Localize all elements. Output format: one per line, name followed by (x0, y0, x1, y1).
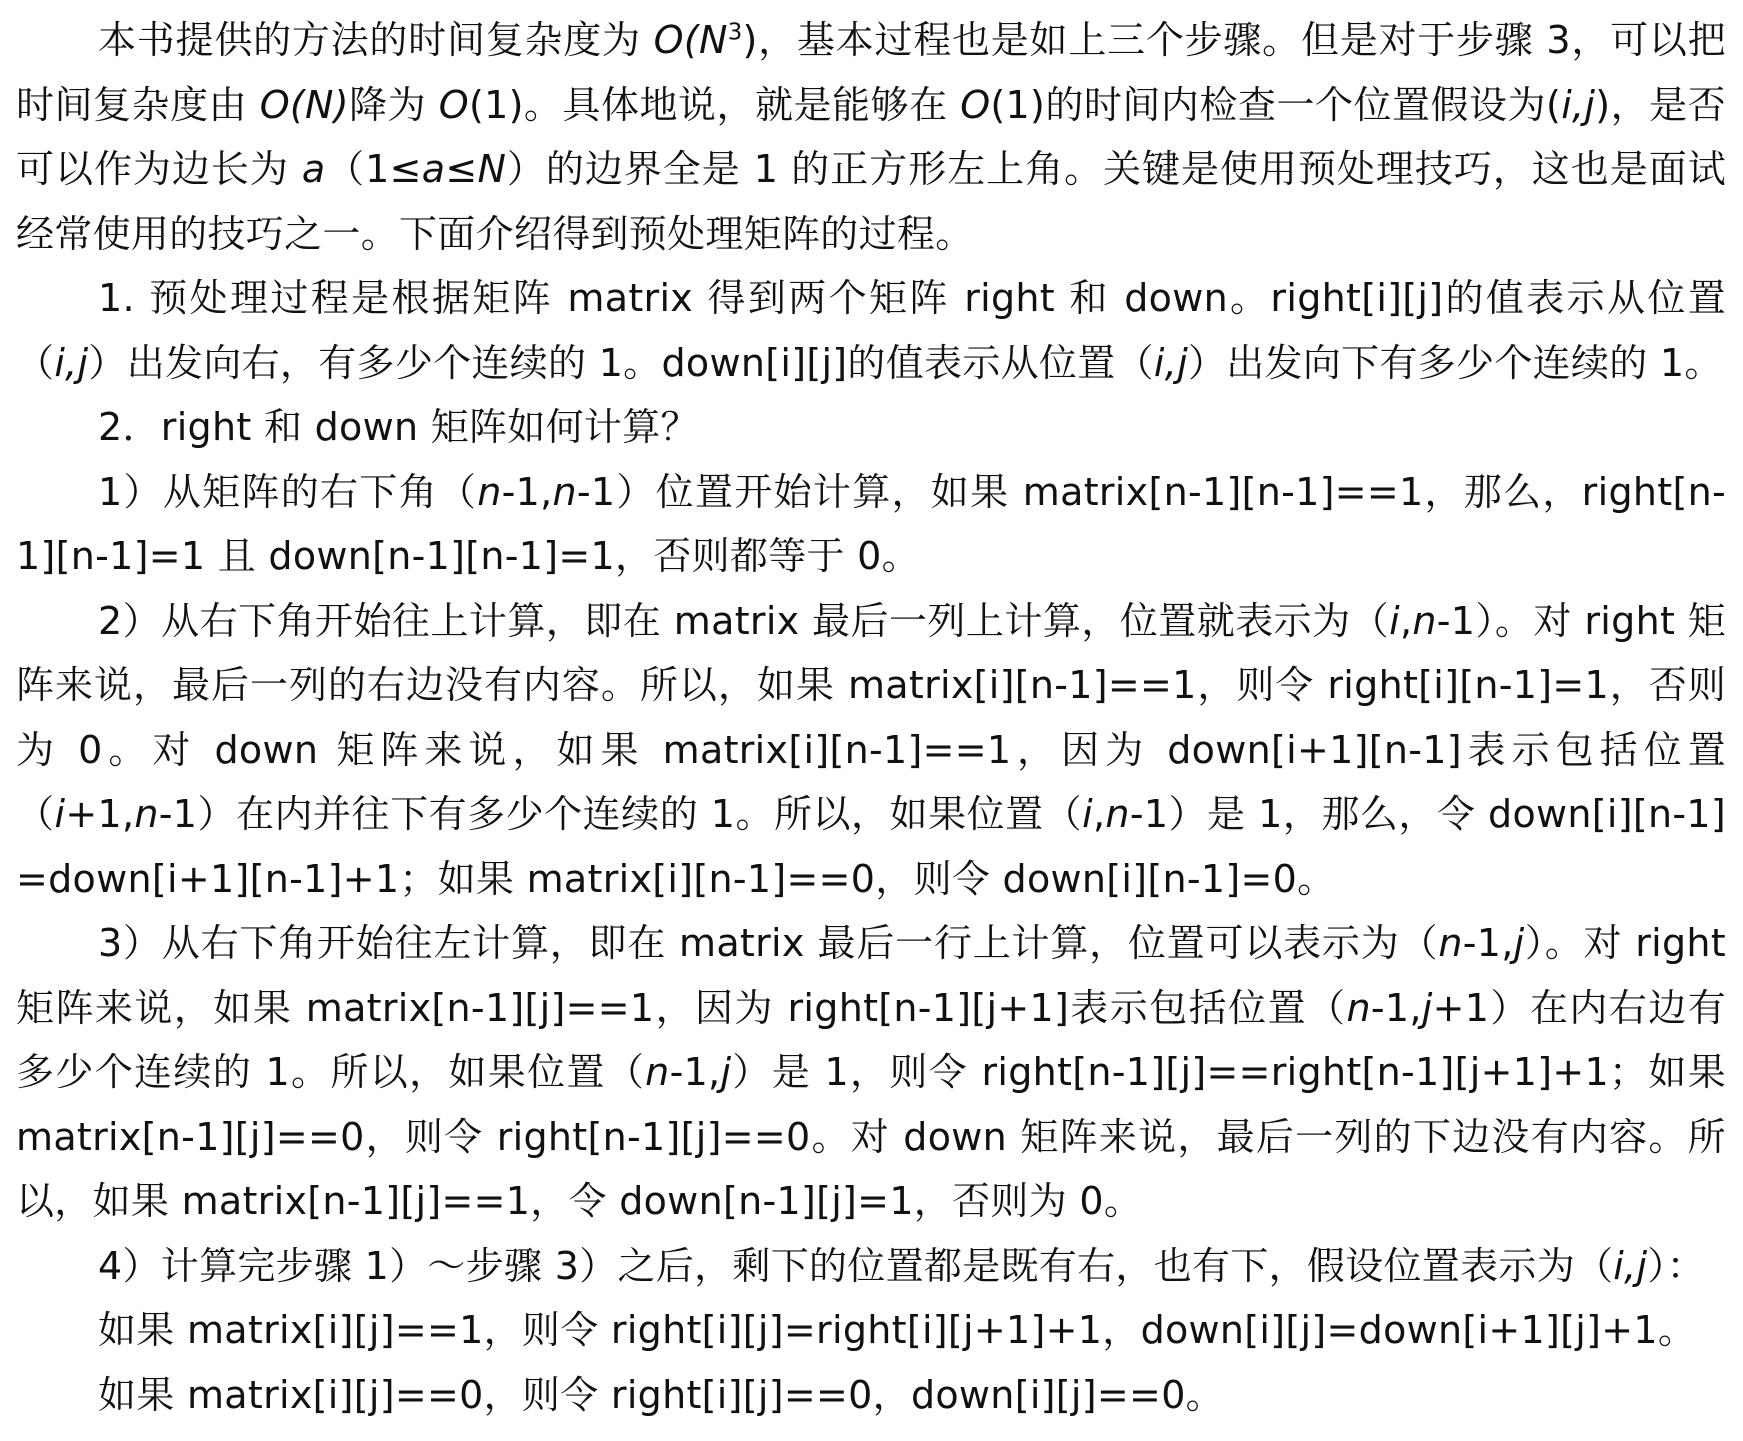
math-symbol: n (552, 469, 577, 514)
math-symbol: i (1389, 598, 1400, 643)
paragraph-substep-1 (16, 460, 1726, 589)
text: ）。对 right 矩阵来说，如果 matrix[n-1][j]==1，因为 right[n-1][j+1]表示包括位置（ (16, 921, 1726, 1030)
math-symbol: n (1346, 985, 1371, 1030)
text: 如果 matrix[i][j]==1，则令 right[i][j]=right[i][j+1]+1，down[i][j]=down[i+1][j]+1。 (98, 1308, 1697, 1352)
paragraph-substep-4 (16, 1234, 1726, 1299)
text: +1, (65, 792, 135, 836)
math-symbol: i (1082, 792, 1094, 836)
math-symbol: j (1513, 921, 1525, 965)
text: )，基本过程也是如上三个步骤。但是对于步骤 3，可以把时间复杂度由 (16, 18, 1726, 127)
text: -1, (669, 1050, 721, 1094)
math-symbol: i,j (1153, 340, 1188, 385)
math-symbol: O (960, 82, 991, 127)
text: ）出发向右，有多少个连续的 1。down[i][j]的值表示从位置（ (88, 340, 1154, 385)
paragraph-step-1 (16, 266, 1726, 395)
text: )，是否可以作为边长为 (16, 82, 1726, 191)
math-symbol: i,j (54, 340, 89, 385)
superscript: 3 (727, 19, 743, 46)
text: -1）是 1，那么，令 down[i][n-1] =down[i+1][n-1]+1；如果 matrix[i][n-1]==0，则令 down[i][n-1]=0。 (16, 792, 1726, 901)
text: (1)。具体地说，就是能够在 (468, 82, 961, 127)
math-symbol: n (1438, 921, 1463, 965)
text: +1）在内右边有多少个连续的 1。所以，如果位置（ (16, 985, 1726, 1094)
math-symbol: (N) (289, 82, 349, 127)
text: -1）位置开始计算，如果 matrix[n-1][n-1]==1，那么，right[n-1][n-1]=1 且 down[n-1][n-1]=1，否则都等于 0。 (16, 469, 1726, 578)
math-symbol: j (720, 1050, 732, 1094)
text: 2）从右下角开始往上计算，即在 matrix 最后一列上计算，位置就表示为（ (98, 598, 1390, 643)
math-symbol: n (1105, 792, 1130, 836)
math-symbol: O (259, 82, 290, 127)
paragraph-step-2 (16, 395, 1726, 460)
text: 如果 matrix[i][j]==0，则令 right[i][j]==0，down[i][j]==0。 (98, 1372, 1224, 1417)
math-symbol: N (477, 147, 507, 191)
text: 1）从矩阵的右下角（ (98, 469, 478, 514)
text: , (1093, 792, 1106, 836)
math-symbol: i,j (1561, 82, 1596, 127)
math-symbol: a (301, 147, 326, 191)
text: 2．right 和 down 矩阵如何计算？ (98, 405, 699, 449)
text: ）出发向下有多少个连续的 1。 (1187, 340, 1723, 385)
document-page (16, 8, 1726, 1427)
text: 4）计算完步骤 1）～步骤 3）之后，剩下的位置都是既有右，也有下，假设位置表示为（ (98, 1243, 1614, 1288)
math-symbol: i (54, 792, 66, 836)
math-symbol: n (645, 1050, 670, 1094)
paragraph-rule-1 (16, 1298, 1726, 1363)
text: （1≤ (325, 147, 422, 191)
text: ）是 1，则令 right[n-1][j]==right[n-1][j+1]+1；如果 matrix[n-1][j]==0，则令 right[n-1][j]==0。对 down 矩阵来说，最后一列的下边没有内容。所以，如果 matrix[n-1][j]==1，令 down[n-1][j]=1，否则为 0。 (16, 1050, 1726, 1223)
math-symbol: a (421, 147, 446, 191)
text: -1）在内并往下有多少个连续的 1。所以，如果位置（ (158, 792, 1083, 836)
math-symbol: n (1412, 598, 1437, 643)
math-symbol: O (653, 18, 684, 62)
text: 3）从右下角开始往左计算，即在 matrix 最后一行上计算，位置可以表示为（ (98, 921, 1439, 965)
text: 1. 预处理过程是根据矩阵 matrix 得到两个矩阵 right 和 down。right[i][j]的值表示从位置（ (16, 276, 1726, 385)
math-symbol: O (438, 82, 469, 127)
text: -1, (1462, 921, 1514, 965)
math-symbol: n (477, 469, 502, 514)
math-symbol: j (1421, 985, 1433, 1030)
text: , (1399, 598, 1413, 643)
paragraph-intro (16, 8, 1726, 266)
math-symbol: i,j (1613, 1243, 1648, 1288)
paragraph-substep-2 (16, 589, 1726, 912)
text: -1, (501, 469, 553, 514)
text: ）： (1647, 1243, 1706, 1288)
math-symbol: n (134, 792, 159, 836)
text: ≤ (445, 147, 478, 191)
paragraph-substep-3 (16, 911, 1726, 1234)
text: -1, (1370, 985, 1422, 1030)
text: (1)的时间内检查一个位置假设为( (990, 82, 1562, 127)
text: 本书提供的方法的时间复杂度为 (98, 18, 654, 62)
paragraph-rule-0 (16, 1363, 1726, 1428)
math-symbol: (N (683, 18, 728, 62)
text: -1）。对 right 矩阵来说，最后一列的右边没有内容。所以，如果 matrix[i][n-1]==1，则令 right[i][n-1]=1，否则为 0。对 down 矩阵来说，如果 matrix[i][n-1]==1，因为 down[i+1][n-1]表示包括位置（ (16, 598, 1727, 836)
text: 降为 (348, 82, 439, 127)
text: ）的边界全是 1 的正方形左上角。关键是使用预处理技巧，这也是面试经常使用的技巧之一。下面介绍得到预处理矩阵的过程。 (16, 147, 1726, 256)
